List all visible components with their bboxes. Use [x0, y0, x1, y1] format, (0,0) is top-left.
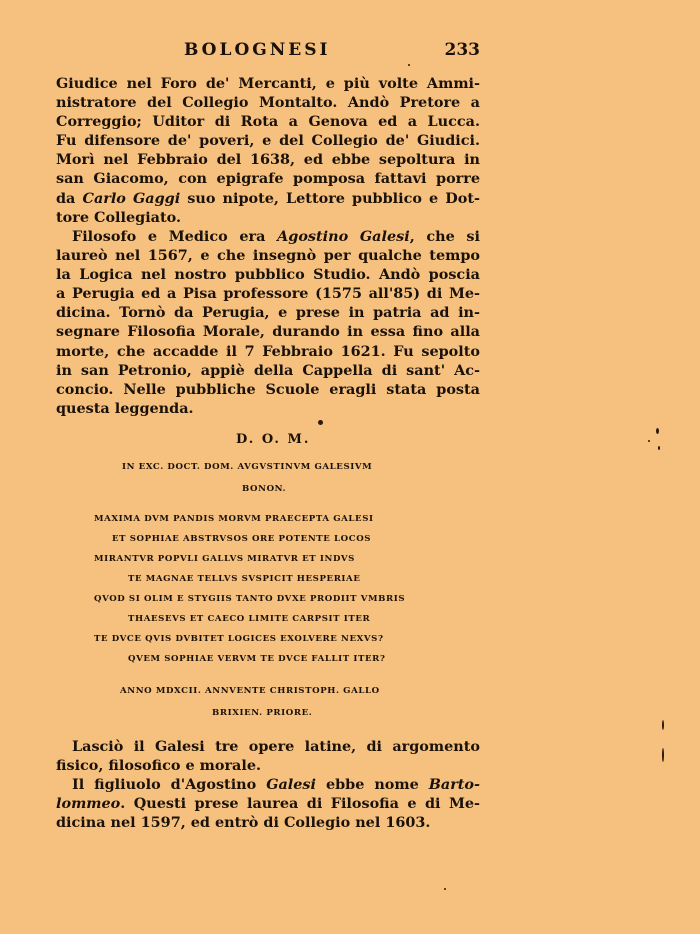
text-line: san Giacomo, con epigrafe pomposa fattavi porre	[56, 170, 480, 188]
text-line: Lasciò il Galesi tre opere latine, di argomento	[72, 738, 480, 755]
inscription-line: TE DVCE QVIS DVBITET LOGICES EXOLVERE NEXVS?	[94, 634, 384, 644]
text-line	[56, 189, 480, 208]
text-line: Giudice nel Foro de' Mercanti, e più volte Ammi-	[56, 75, 480, 92]
inscription-line: MAXIMA DVM PANDIS MORVM PRAECEPTA GALESI	[94, 514, 374, 524]
text-line: Correggio; Uditor di Rota a Genova ed a Lucca.	[56, 113, 480, 131]
inscription-line: IN EXC. DOCT. DOM. AVGVSTINVM GALESIVM	[122, 462, 373, 472]
text-run: Filosofo e Medico era	[72, 228, 278, 245]
text-line: dicina nel 1597, ed entrò di Collegio nel 1603.	[56, 814, 431, 832]
name-agostino-galesi: Agostino Galesi	[277, 228, 410, 245]
ink-speck	[662, 720, 664, 730]
text-line: laureò nel 1567, e che insegnò per qualche tempo	[56, 247, 480, 265]
ink-speck	[656, 428, 659, 434]
inscription-line: THAESEVS ET CAECO LIMITE CARPSIT ITER	[128, 614, 371, 624]
text-line: segnare Filosofia Morale, durando in essa fino alla	[56, 323, 480, 341]
text-line	[56, 227, 480, 246]
running-title: BOLOGNESI	[184, 40, 331, 60]
inscription-line: MIRANTVR POPVLI GALLVS MIRATVR ET INDVS	[94, 554, 355, 564]
text-line: a Perugia ed a Pisa professore (1575 all'85) di Me-	[56, 285, 480, 303]
inscription-line: TE MAGNAE TELLVS SVSPICIT HESPERIAE	[128, 574, 361, 584]
ink-speck	[648, 440, 650, 442]
name-carlo-gaggi: Carlo Gaggi	[82, 189, 181, 207]
text-line	[56, 775, 480, 794]
paragraph-agostino-galesi	[56, 227, 480, 418]
text-run: . Questi prese laurea di Filosofia e di Me-	[120, 795, 480, 813]
text-line: questa leggenda.	[56, 399, 194, 417]
text-line: in san Petronio, appiè della Cappella di sant' Ac-	[56, 361, 480, 379]
page-header	[56, 40, 480, 64]
inscription-heading: D. O. M.	[236, 432, 311, 447]
text-run: , che si	[409, 228, 480, 245]
paragraph-giudice	[56, 74, 480, 227]
page-number: 233	[444, 40, 480, 60]
paragraph-bartolommeo	[56, 775, 480, 832]
text-line	[56, 794, 480, 813]
text-run: da	[56, 189, 83, 207]
inscription-line: BONON.	[242, 484, 287, 494]
ink-speck	[444, 888, 446, 890]
text-run: Il figliuolo d'Agostino	[72, 776, 267, 793]
inscription-line: QVEM SOPHIAE VERVM TE DVCE FALLIT ITER?	[128, 654, 386, 664]
name-galesi: Galesi	[266, 776, 316, 793]
inscription-line: BRIXIEN. PRIORE.	[212, 708, 313, 718]
text-line: Fu difensore de' poveri, e del Collegio de' Giudici.	[56, 132, 480, 150]
text-line: dicina. Tornò da Perugia, e prese in patria ad in-	[56, 304, 480, 322]
inscription-line: QVOD SI OLIM E STYGIIS TANTO DVXE PRODIIT VMBRIS	[94, 594, 406, 604]
inscription-line: ANNO MDXCII. ANNVENTE CHRISTOPH. GALLO	[120, 686, 380, 696]
text-run: suo nipote, Lettore pubblico e Dot-	[180, 189, 480, 207]
text-line: la Logica nel nostro pubblico Studio. Andò poscia	[56, 266, 480, 284]
paragraph-opere	[56, 737, 480, 775]
text-line: fisico, filosofico e morale.	[56, 757, 262, 775]
name-bartolommeo-part2: lommeo	[56, 795, 121, 813]
ink-speck	[658, 446, 660, 450]
ink-speck	[408, 64, 410, 66]
text-line: tore Collegiato.	[56, 208, 181, 226]
text-run: ebbe nome	[316, 776, 429, 793]
ink-speck	[318, 420, 323, 425]
name-bartolommeo-part1: Barto-	[428, 776, 480, 793]
inscription-line: ET SOPHIAE ABSTRVSOS ORE POTENTE LOCOS	[112, 534, 372, 544]
ink-speck	[662, 748, 664, 762]
text-line: morte, che accadde il 7 Febbraio 1621. Fu sepolto	[56, 342, 480, 360]
text-line: nistratore del Collegio Montalto. Andò Pretore a	[56, 94, 480, 112]
text-line: concio. Nelle pubbliche Scuole eragli stata posta	[56, 380, 480, 398]
text-line: Morì nel Febbraio del 1638, ed ebbe sepoltura in	[56, 151, 480, 169]
